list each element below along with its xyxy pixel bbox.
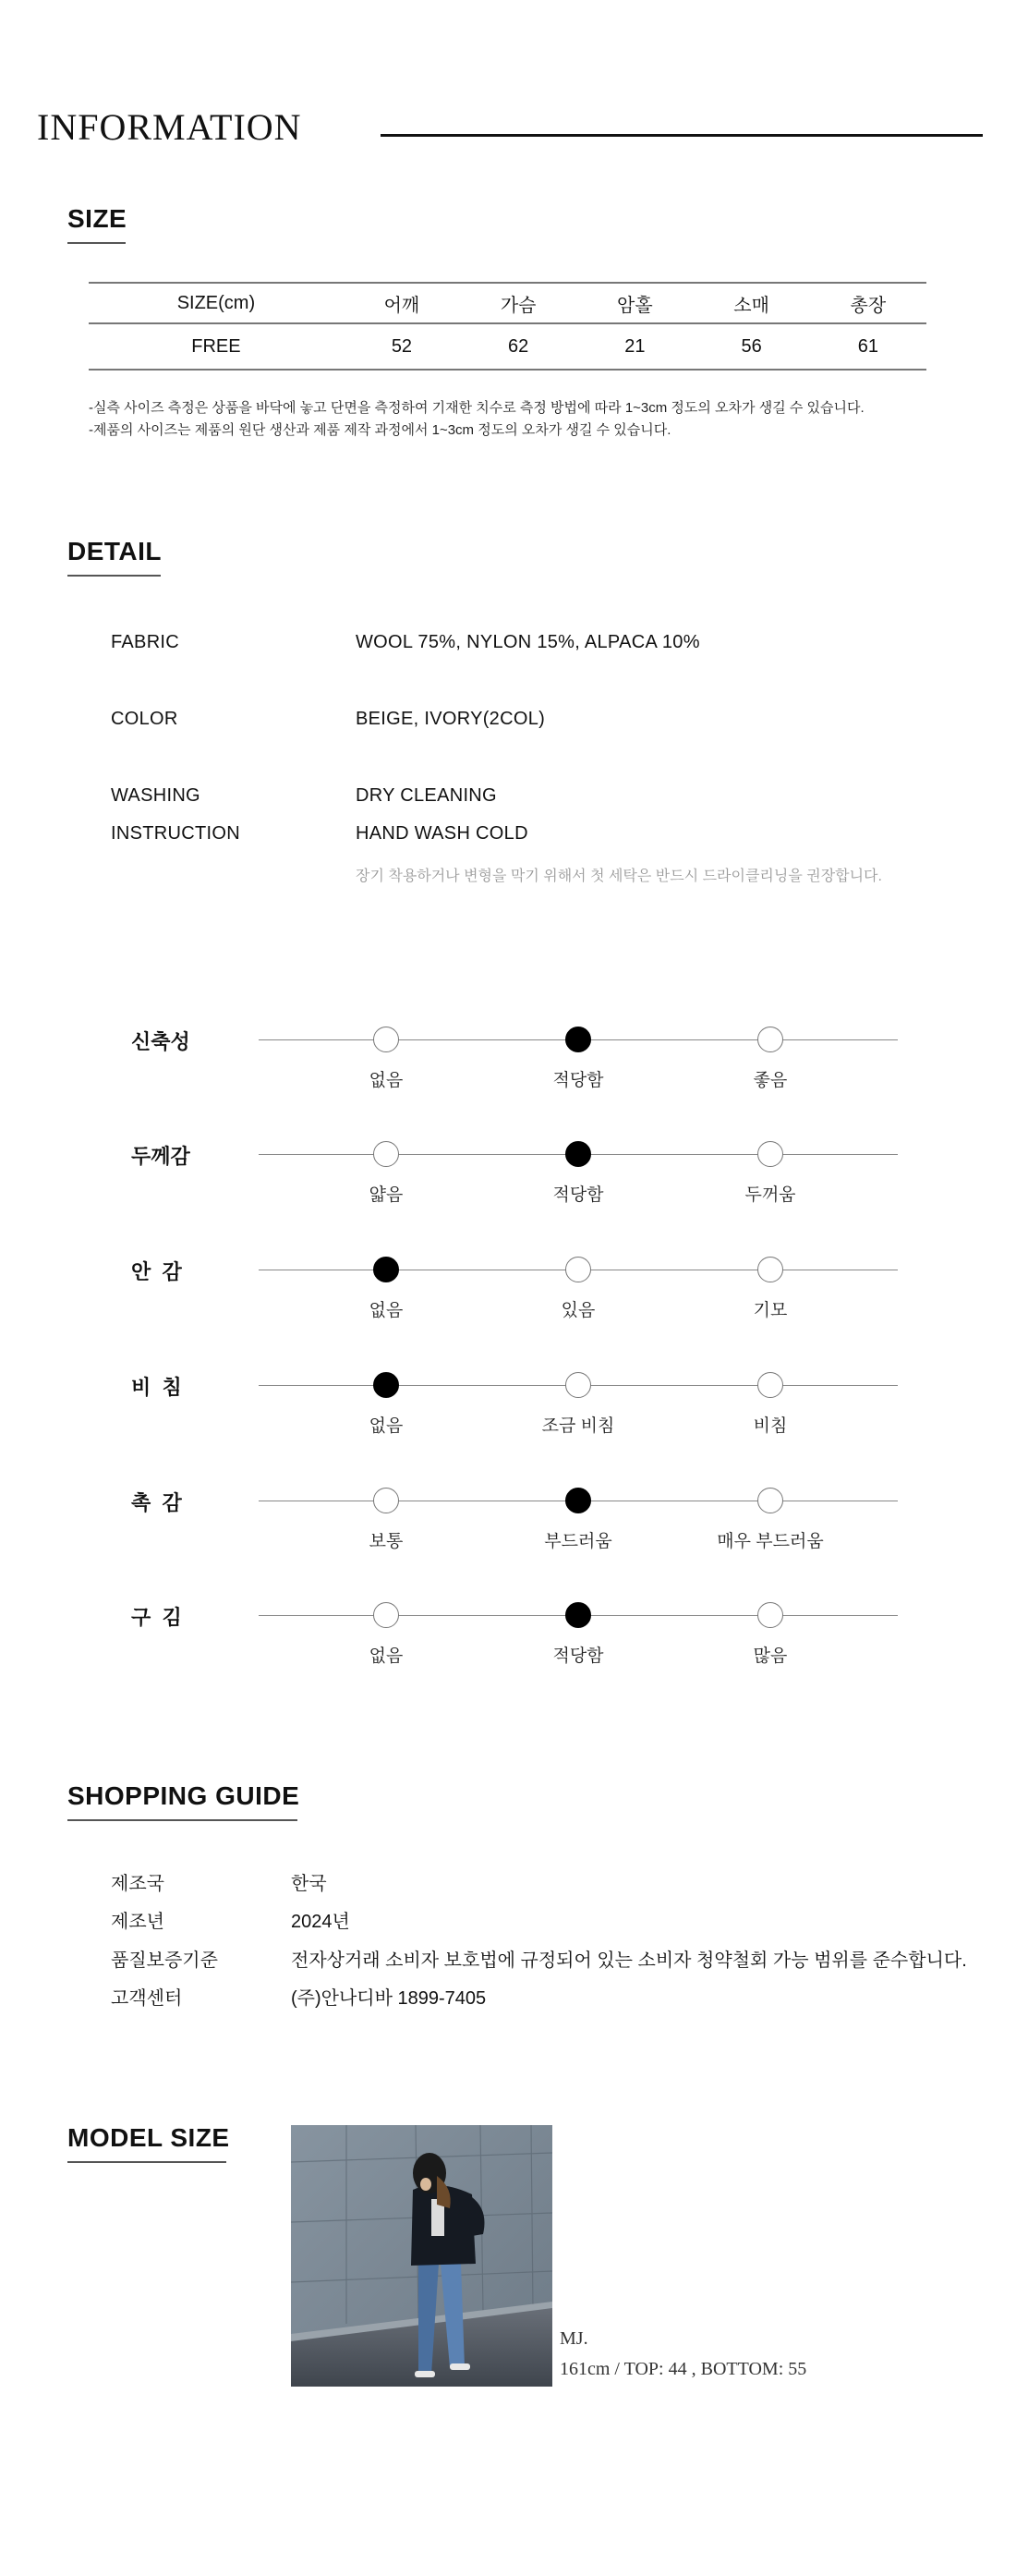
scale-dot-selected — [565, 1141, 591, 1167]
scale-option-label: 있음 — [561, 1301, 596, 1320]
detail-title-underline — [67, 575, 161, 577]
col-header: 총장 — [850, 295, 887, 316]
scale-label: 신축성 — [131, 1030, 190, 1053]
scale-label: 구 김 — [131, 1606, 182, 1629]
size-table — [89, 282, 926, 371]
scale-option-label: 조금 비침 — [541, 1416, 615, 1436]
shopping-guide-underline — [67, 1819, 297, 1821]
scale-dot-selected — [565, 1602, 591, 1628]
scale-option-label: 기모 — [753, 1301, 788, 1320]
size-note: -제품의 사이즈는 제품의 원단 생산과 제품 제작 과정에서 1~3cm 정도의 오차가 생길 수 있습니다. — [89, 422, 671, 438]
color-value: BEIGE, IVORY(2COL) — [356, 709, 546, 729]
title-divider — [381, 134, 983, 137]
washing-label: WASHING — [111, 785, 200, 806]
scale-option-label: 없음 — [369, 1416, 404, 1436]
model-photo — [291, 2125, 552, 2387]
size-table-header — [89, 283, 926, 323]
scale-dot — [373, 1602, 399, 1628]
size-notes — [89, 397, 865, 442]
instruction-label: INSTRUCTION — [111, 823, 240, 844]
scale-dot — [565, 1372, 591, 1398]
scale-label: 촉 감 — [131, 1491, 182, 1514]
scale-label: 비 침 — [131, 1376, 182, 1399]
guide-value-origin: 한국 — [291, 1874, 327, 1894]
size-title-underline — [67, 242, 126, 244]
col-header: 어깨 — [383, 295, 420, 316]
scale-option-label: 매우 부드러움 — [717, 1532, 824, 1551]
scale-option-label: 없음 — [369, 1071, 404, 1090]
guide-label-customer-center: 고객센터 — [111, 1988, 183, 2009]
scale-dot-selected — [565, 1488, 591, 1513]
guide-label-origin: 제조국 — [111, 1874, 164, 1894]
guide-value-quality: 전자상거래 소비자 보호법에 규정되어 있는 소비자 청약철회 가능 범위를 준수합니다. — [291, 1950, 967, 1971]
scale-option-label: 얇음 — [369, 1185, 404, 1205]
col-header: 가슴 — [500, 295, 537, 316]
washing-note: 장기 착용하거나 변형을 막기 위해서 첫 세탁은 반드시 드라이클리닝을 권장합니다. — [356, 869, 882, 884]
scale-option-label: 적당함 — [552, 1071, 604, 1090]
scale-option-label: 두꺼움 — [744, 1185, 796, 1205]
color-label: COLOR — [111, 709, 178, 729]
col-header: 암홀 — [617, 295, 653, 316]
scale-dot — [757, 1257, 783, 1282]
scale-option-label: 비침 — [753, 1416, 788, 1436]
washing-value-2: HAND WASH COLD — [356, 823, 528, 844]
scale-option-label: 좋음 — [753, 1071, 788, 1090]
scale-option-label: 많음 — [753, 1646, 788, 1666]
scale-dot-selected — [373, 1257, 399, 1282]
fabric-value: WOOL 75%, NYLON 15%, ALPACA 10% — [356, 632, 700, 652]
washing-value: DRY CLEANING — [356, 785, 497, 806]
scale-option-label: 적당함 — [552, 1185, 604, 1205]
scale-dot — [757, 1027, 783, 1052]
size-note: -실측 사이즈 측정은 상품을 바닥에 놓고 단면을 측정하여 기재한 치수로 측정 방법에 따라 1~3cm 정도의 오차가 생길 수 있습니다. — [89, 400, 865, 416]
model-size-underline — [67, 2161, 226, 2163]
scale-dot — [757, 1141, 783, 1167]
scale-label: 두께감 — [131, 1145, 190, 1168]
fabric-label: FABRIC — [111, 632, 180, 652]
scale-dot-selected — [565, 1027, 591, 1052]
table-cell: 21 — [624, 335, 646, 357]
scale-option-label: 부드러움 — [544, 1532, 612, 1551]
scale-option-label: 보통 — [369, 1532, 404, 1551]
guide-label-year: 제조년 — [111, 1912, 164, 1932]
detail-section-title: DETAIL — [67, 537, 163, 565]
table-cell: 56 — [741, 335, 762, 357]
col-header: 소매 — [733, 295, 769, 316]
model-name: MJ. — [560, 2328, 588, 2349]
scale-dot-selected — [373, 1372, 399, 1398]
model-photo-image — [291, 2125, 552, 2387]
shopping-guide-title: SHOPPING GUIDE — [67, 1781, 300, 1810]
scale-option-label: 없음 — [369, 1646, 404, 1666]
scale-dot — [565, 1257, 591, 1282]
guide-value-year: 2024년 — [291, 1912, 350, 1932]
scale-option-label: 적당함 — [552, 1646, 604, 1666]
table-cell: FREE — [191, 335, 241, 357]
size-section-title: SIZE — [67, 204, 127, 233]
scale-dot — [757, 1372, 783, 1398]
scale-label: 안 감 — [131, 1260, 182, 1283]
table-cell: 61 — [857, 335, 878, 357]
table-cell: 52 — [391, 335, 413, 357]
model-size-title: MODEL SIZE — [67, 2123, 230, 2152]
scale-option-label: 없음 — [369, 1301, 404, 1320]
page-title: INFORMATION — [37, 106, 302, 148]
scale-dot — [373, 1141, 399, 1167]
scale-dot — [757, 1602, 783, 1628]
scale-dot — [373, 1488, 399, 1513]
col-header: SIZE(cm) — [176, 292, 256, 313]
guide-value-customer-center: (주)안나디바 1899-7405 — [291, 1988, 487, 2009]
scale-dot — [373, 1027, 399, 1052]
table-cell: 62 — [508, 335, 529, 357]
model-measurements: 161cm / TOP: 44 , BOTTOM: 55 — [560, 2359, 807, 2379]
guide-label-quality: 품질보증기준 — [111, 1950, 218, 1971]
scale-dot — [757, 1488, 783, 1513]
table-row — [89, 323, 926, 370]
